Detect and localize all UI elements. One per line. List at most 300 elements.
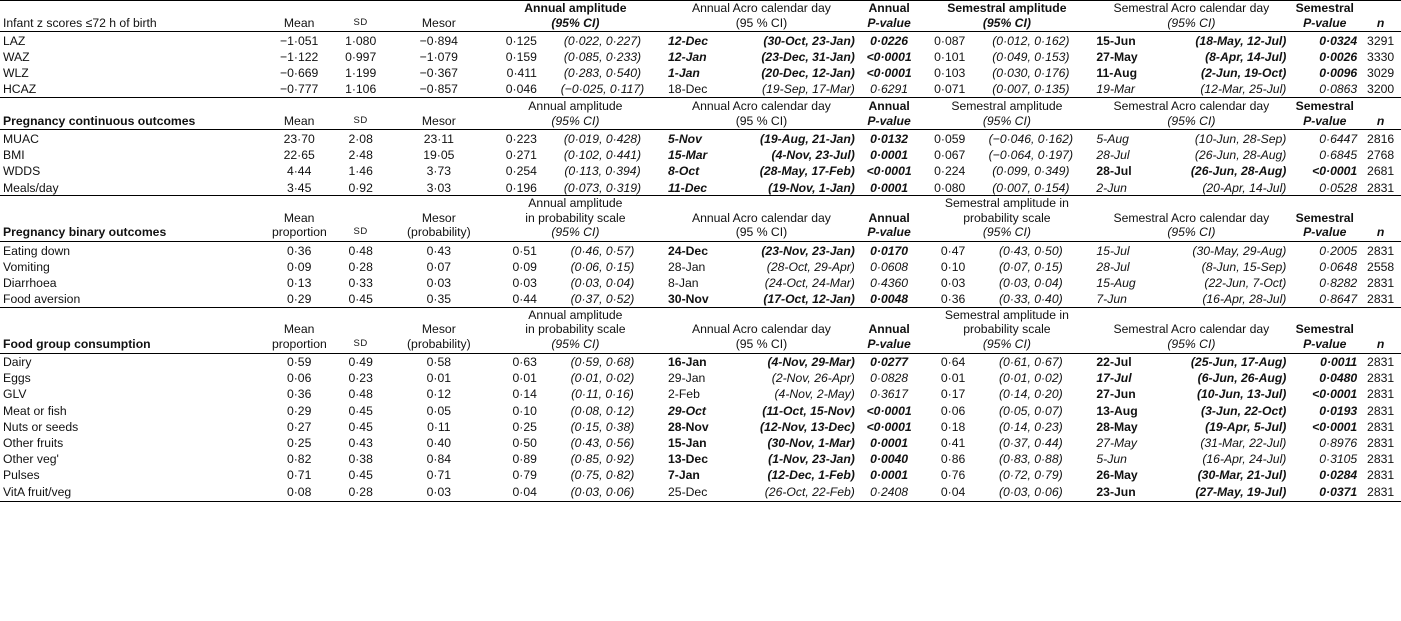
sd-cell: 0·33 (348, 275, 373, 290)
sd-cell: 0·45 (348, 419, 373, 434)
mesor-cell: −0·857 (419, 82, 458, 97)
annual-amplitude-ci-cell: (0·85, 0·92) (570, 452, 635, 467)
semestral-p-header-line: P-value (1303, 225, 1347, 240)
annual-p-cell: 0·0828 (870, 371, 909, 386)
mesor-probability-header-line: Mesor (421, 210, 456, 225)
n-header-line: n (1376, 15, 1385, 30)
semestral-acro-day-cell: 15-Jun (1096, 33, 1136, 48)
n-header (1360, 308, 1401, 353)
semestral-acro-day-cell: 11-Aug (1096, 66, 1138, 81)
semestral-amplitude-cell: 0·04 (940, 484, 966, 499)
mean-header (269, 98, 329, 130)
annual-p-cell: 0·0226 (870, 33, 909, 48)
annual-amplitude-ci-cell: (0·01, 0·02) (570, 371, 635, 386)
semestral-acro-day-cell: 5-Aug (1096, 132, 1129, 147)
annual-p-cell: 0·0001 (870, 148, 909, 163)
n-cell: 2831 (1367, 275, 1395, 290)
semestral-acro-ci-cell: (3-Jun, 22-Oct) (1201, 403, 1287, 418)
row-label: Diarrhoea (3, 275, 57, 290)
annual-acro-day-cell: 11-Dec (668, 180, 708, 195)
mean-header-line: Mean (283, 15, 315, 30)
semestral-acro-day-cell: 5-Jun (1096, 452, 1127, 467)
sd-cell: 0·92 (348, 180, 373, 195)
table-row (0, 32, 1401, 48)
semestral-acro-header-line: Semestral Acro calendar day (1113, 322, 1270, 337)
mesor-cell: 0·40 (426, 436, 452, 451)
rule (0, 499, 1401, 502)
section-header-row (0, 98, 1401, 130)
annual-amplitude-header-line: (95% CI) (551, 15, 600, 30)
annual-acro-header-line: (95 % CI) (735, 113, 788, 128)
mean-cell: 0·59 (286, 355, 312, 370)
annual-amplitude-cell: 0·271 (505, 148, 537, 163)
semestral-p-cell: 0·2005 (1319, 243, 1358, 258)
sd-cell: 1·080 (345, 33, 377, 48)
semestral-amplitude-ci-cell: (0·03, 0·06) (999, 484, 1063, 499)
annual-acro-day-cell: 18-Dec (668, 82, 708, 97)
mean-proportion-header (269, 196, 329, 241)
mean-cell: 0·09 (286, 259, 312, 274)
mesor-cell: 0·03 (426, 275, 452, 290)
semestral-amplitude-header-line: (95% CI) (982, 336, 1031, 351)
annual-p-header-line: P-value (867, 225, 911, 240)
annual-p-cell: 0·0277 (870, 355, 909, 370)
table-row (0, 370, 1401, 386)
annual-amplitude-cell: 0·159 (505, 49, 537, 64)
semestral-acro-ci-cell: (26-Jun, 28-Aug) (1194, 148, 1287, 163)
n-cell: 3330 (1367, 49, 1395, 64)
annual-amplitude-cell: 0·04 (512, 484, 537, 499)
annual-amplitude-header (486, 308, 665, 353)
n-cell: 2831 (1367, 371, 1395, 386)
n-cell: 2831 (1367, 484, 1395, 499)
semestral-amplitude-cell: 0·067 (934, 148, 966, 163)
semestral-acro-ci-cell: (8-Apr, 14-Jul) (1205, 49, 1287, 64)
annual-p-cell: 0·0170 (870, 243, 909, 258)
annual-acro-day-cell: 28-Jan (668, 259, 706, 274)
n-header (1360, 196, 1401, 241)
annual-amplitude-ci-cell: (0·43, 0·56) (570, 436, 635, 451)
annual-acro-header (665, 1, 858, 32)
annual-amplitude-header-line: Annual amplitude (528, 196, 623, 211)
table-row (0, 258, 1401, 274)
semestral-amplitude-ci-cell: (0·14, 0·23) (999, 419, 1063, 434)
semestral-p-header-line: Semestral (1295, 210, 1354, 225)
annual-amplitude-cell: 0·14 (512, 387, 537, 402)
semestral-amplitude-ci-cell: (0·43, 0·50) (999, 243, 1063, 258)
row-label: GLV (3, 387, 27, 402)
annual-amplitude-header (486, 1, 665, 32)
n-header (1360, 1, 1401, 32)
semestral-p-cell: 0·0480 (1319, 371, 1358, 386)
mesor-probability-header (392, 308, 486, 353)
mesor-cell: 3·73 (426, 164, 452, 179)
n-cell: 3200 (1367, 82, 1395, 97)
annual-amplitude-cell: 0·411 (506, 66, 537, 81)
annual-acro-ci-cell: (19-Aug, 21-Jan) (760, 132, 855, 147)
annual-amplitude-cell: 0·125 (505, 33, 537, 48)
annual-amplitude-cell: 0·254 (505, 164, 537, 179)
mean-cell: 0·08 (286, 484, 312, 499)
n-cell: 2831 (1367, 243, 1395, 258)
mean-cell: −1·051 (280, 33, 319, 48)
row-label: Food aversion (3, 292, 81, 307)
semestral-acro-day-cell: 15-Jul (1096, 243, 1130, 258)
semestral-amplitude-header-line: Semestral amplitude (947, 1, 1067, 15)
semestral-amplitude-ci-cell: (0·83, 0·88) (999, 452, 1063, 467)
mesor-cell: 0·43 (426, 243, 452, 258)
semestral-acro-ci-cell: (20-Apr, 14-Jul) (1202, 180, 1287, 195)
semestral-acro-header-line: (95% CI) (1167, 113, 1216, 128)
semestral-p-cell: 0·6447 (1319, 132, 1358, 147)
annual-acro-day-cell: 12-Jan (668, 49, 707, 64)
annual-p-header-line: Annual (868, 1, 910, 15)
annual-acro-day-cell: 29-Oct (668, 403, 706, 418)
row-label: Vomiting (3, 259, 50, 274)
annual-amplitude-cell: 0·89 (512, 452, 537, 467)
annual-p-header (858, 98, 921, 130)
annual-amplitude-cell: 0·03 (512, 275, 537, 290)
semestral-amplitude-ci-cell: (0·049, 0·153) (992, 49, 1070, 64)
mesor-header-line: Mesor (421, 15, 456, 30)
annual-p-cell: 0·2408 (870, 484, 909, 499)
annual-acro-ci-cell: (19-Nov, 1-Jan) (768, 180, 855, 195)
semestral-amplitude-cell: 0·47 (940, 243, 966, 258)
mean-cell: 3·45 (286, 180, 312, 195)
annual-amplitude-ci-cell: (0·59, 0·68) (570, 355, 635, 370)
semestral-amplitude-cell: 0·86 (940, 452, 966, 467)
table-row (0, 354, 1401, 370)
annual-p-header-line: P-value (867, 113, 911, 128)
semestral-p-header-line: Semestral (1295, 1, 1354, 15)
semestral-acro-header (1093, 98, 1289, 130)
mesor-cell: 23·11 (423, 132, 454, 147)
n-header (1360, 98, 1401, 130)
annual-acro-header-line: Annual Acro calendar day (691, 99, 831, 114)
annual-amplitude-cell: 0·223 (505, 132, 537, 147)
semestral-acro-ci-cell: (10-Jun, 28-Sep) (1194, 132, 1287, 147)
semestral-p-header-line: Semestral (1295, 322, 1354, 337)
annual-acro-header (665, 196, 858, 241)
mean-cell: 0·36 (286, 387, 312, 402)
annual-amplitude-cell: 0·63 (512, 355, 537, 370)
mean-proportion-header-line: proportion (271, 225, 327, 240)
annual-acro-ci-cell: (4-Nov, 23-Jul) (771, 148, 855, 163)
n-header-line: n (1376, 336, 1385, 351)
semestral-amplitude-header (920, 1, 1093, 32)
annual-amplitude-ci-cell: (0·11, 0·16) (571, 387, 634, 402)
semestral-amplitude-ci-cell: (0·07, 0·15) (999, 259, 1063, 274)
mesor-cell: −1·079 (419, 49, 458, 64)
annual-p-cell: <0·0001 (866, 164, 912, 179)
annual-acro-day-cell: 5-Nov (668, 132, 702, 147)
semestral-amplitude-ci-cell: (0·03, 0·04) (999, 275, 1063, 290)
semestral-p-cell: 0·0528 (1319, 180, 1358, 195)
annual-amplitude-cell: 0·10 (512, 403, 537, 418)
sd-cell: 0·38 (348, 452, 373, 467)
semestral-amplitude-ci-cell: (0·37, 0·44) (999, 436, 1063, 451)
annual-amplitude-header-line: (95% CI) (551, 113, 600, 128)
n-header-line: n (1376, 225, 1385, 240)
semestral-acro-ci-cell: (16-Apr, 28-Jul) (1202, 292, 1287, 307)
annual-amplitude-cell: 0·44 (512, 292, 537, 307)
n-cell: 2831 (1367, 419, 1395, 434)
annual-amplitude-cell: 0·196 (505, 180, 537, 195)
section-header-row (0, 196, 1401, 241)
annual-p-header-line: Annual (868, 210, 910, 225)
sd-cell: 0·45 (348, 468, 373, 483)
table-row (0, 274, 1401, 290)
annual-p-cell: 0·3617 (870, 387, 909, 402)
semestral-acro-day-cell: 28-May (1096, 419, 1138, 434)
annual-acro-ci-cell: (2-Nov, 26-Apr) (771, 371, 855, 386)
table-row (0, 65, 1401, 81)
semestral-acro-header-line: Semestral Acro calendar day (1113, 99, 1270, 114)
annual-amplitude-ci-cell: (0·75, 0·82) (570, 468, 635, 483)
semestral-acro-day-cell: 27-May (1096, 49, 1138, 64)
annual-acro-day-cell: 8-Oct (668, 164, 700, 179)
annual-acro-day-cell: 12-Dec (668, 33, 708, 48)
table-row (0, 402, 1401, 418)
semestral-p-header (1289, 308, 1360, 353)
annual-p-cell: <0·0001 (866, 49, 912, 64)
annual-amplitude-header (486, 196, 665, 241)
semestral-p-header (1289, 196, 1360, 241)
semestral-acro-day-cell: 28-Jul (1096, 164, 1132, 179)
row-label: Other fruits (3, 436, 64, 451)
mesor-cell: 0·71 (426, 468, 452, 483)
row-label: LAZ (3, 33, 26, 48)
annual-amplitude-cell: 0·046 (505, 82, 537, 97)
annual-amplitude-ci-cell: (0·073, 0·319) (563, 180, 642, 195)
semestral-acro-ci-cell: (26-Jun, 28-Aug) (1190, 164, 1287, 179)
n-cell: 2831 (1367, 180, 1395, 195)
annual-acro-ci-cell: (28-Oct, 29-Apr) (766, 259, 855, 274)
semestral-p-cell: 0·0011 (1320, 355, 1358, 370)
mesor-cell: 0·35 (426, 292, 452, 307)
annual-p-header-line: Annual (868, 322, 910, 337)
sd-header-line: SD (353, 114, 368, 126)
semestral-p-header-line: P-value (1303, 15, 1347, 30)
semestral-amplitude-header-line: probability scale (963, 210, 1051, 225)
table-row (0, 291, 1401, 308)
mean-cell: 0·29 (286, 292, 312, 307)
sd-header-line: SD (353, 226, 368, 238)
semestral-acro-ci-cell: (10-Jun, 13-Jul) (1196, 387, 1287, 402)
mean-cell: 23·70 (283, 132, 315, 147)
annual-acro-day-cell: 13-Dec (668, 452, 708, 467)
annual-amplitude-ci-cell: (−0·025, 0·117) (560, 82, 645, 97)
semestral-amplitude-cell: 0·087 (934, 33, 966, 48)
annual-acro-ci-cell: (4-Nov, 2-May) (774, 387, 855, 402)
annual-amplitude-cell: 0·01 (512, 371, 537, 386)
row-label: Dairy (3, 355, 32, 370)
semestral-amplitude-cell: 0·080 (934, 180, 966, 195)
sd-header (329, 196, 392, 241)
section-header-row (0, 1, 1401, 32)
table-row (0, 242, 1401, 258)
semestral-acro-ci-cell: (8-Jun, 15-Sep) (1201, 259, 1287, 274)
sd-cell: 2·48 (348, 148, 373, 163)
mean-cell: 0·29 (286, 403, 312, 418)
semestral-p-cell: 0·0324 (1319, 33, 1358, 48)
annual-amplitude-header-line: Annual amplitude (528, 99, 623, 114)
row-label: Meat or fish (3, 403, 67, 418)
mean-header-line: Mean (283, 113, 315, 128)
row-label: Pulses (3, 468, 40, 483)
semestral-amplitude-cell: 0·18 (940, 419, 966, 434)
annual-p-cell: <0·0001 (866, 403, 912, 418)
annual-amplitude-ci-cell: (0·15, 0·38) (570, 419, 635, 434)
semestral-acro-ci-cell: (16-Apr, 24-Jul) (1202, 452, 1287, 467)
annual-p-header-line: P-value (867, 336, 911, 351)
semestral-amplitude-ci-cell: (0·007, 0·135) (992, 82, 1070, 97)
annual-amplitude-ci-cell: (0·03, 0·06) (570, 484, 635, 499)
n-cell: 2831 (1367, 292, 1395, 307)
sd-header (329, 308, 392, 353)
annual-acro-day-cell: 15-Mar (668, 148, 708, 163)
row-label: BMI (3, 148, 25, 163)
mesor-cell: 0·01 (426, 371, 452, 386)
annual-p-cell: 0·0001 (870, 180, 909, 195)
annual-amplitude-ci-cell: (0·37, 0·52) (570, 292, 635, 307)
annual-acro-ci-cell: (30-Nov, 1-Mar) (767, 436, 855, 451)
semestral-acro-header-line: (95% CI) (1167, 225, 1216, 240)
semestral-p-cell: <0·0001 (1312, 419, 1358, 434)
table-row (0, 451, 1401, 467)
semestral-acro-day-cell: 26-May (1096, 468, 1138, 483)
semestral-acro-ci-cell: (12-Mar, 25-Jul) (1200, 82, 1287, 97)
annual-acro-ci-cell: (17-Oct, 12-Jan) (763, 292, 855, 307)
semestral-amplitude-cell: 0·36 (940, 292, 966, 307)
annual-amplitude-ci-cell: (0·085, 0·233) (563, 49, 642, 64)
row-label: WLZ (3, 66, 29, 81)
annual-acro-day-cell: 30-Nov (668, 292, 709, 307)
semestral-amplitude-cell: 0·224 (934, 164, 966, 179)
semestral-p-cell: 0·8976 (1319, 436, 1358, 451)
n-cell: 2831 (1367, 403, 1395, 418)
semestral-p-cell: <0·0001 (1312, 387, 1358, 402)
n-header-line: n (1376, 113, 1385, 128)
annual-acro-ci-cell: (12-Dec, 1-Feb) (767, 468, 855, 483)
semestral-amplitude-ci-cell: (0·33, 0·40) (999, 292, 1063, 307)
annual-p-header (858, 1, 921, 32)
annual-p-cell: 0·4360 (870, 275, 909, 290)
annual-p-cell: <0·0001 (866, 419, 912, 434)
mean-cell: 0·82 (286, 452, 312, 467)
semestral-amplitude-ci-cell: (0·72, 0·79) (999, 468, 1063, 483)
semestral-amplitude-header (920, 308, 1093, 353)
semestral-amplitude-ci-cell: (0·05, 0·07) (999, 403, 1063, 418)
annual-amplitude-ci-cell: (0·283, 0·540) (563, 66, 642, 81)
sd-cell: 0·48 (348, 243, 373, 258)
semestral-amplitude-cell: 0·03 (940, 275, 966, 290)
annual-amplitude-ci-cell: (0·06, 0·15) (570, 259, 635, 274)
semestral-amplitude-cell: 0·101 (934, 49, 966, 64)
semestral-acro-day-cell: 2-Jun (1096, 180, 1127, 195)
n-cell: 3291 (1367, 33, 1395, 48)
semestral-amplitude-cell: 0·071 (934, 82, 966, 97)
annual-acro-ci-cell: (23-Nov, 23-Jan) (761, 243, 855, 258)
semestral-amplitude-header-line: Semestral amplitude (951, 99, 1063, 114)
annual-acro-ci-cell: (30-Oct, 23-Jan) (763, 33, 855, 48)
mesor-header-line: Mesor (421, 113, 456, 128)
semestral-amplitude-header-line: (95% CI) (982, 113, 1031, 128)
annual-acro-day-cell: 28-Nov (668, 419, 709, 434)
annual-acro-header-line: Annual Acro calendar day (691, 210, 831, 225)
semestral-p-header (1289, 98, 1360, 130)
semestral-amplitude-ci-cell: (0·007, 0·154) (992, 180, 1070, 195)
mean-cell: 4·44 (286, 164, 312, 179)
semestral-acro-day-cell: 23-Jun (1096, 484, 1136, 499)
row-label: WAZ (3, 49, 30, 64)
annual-acro-header-line: (95 % CI) (735, 336, 788, 351)
annual-p-cell: 0·0608 (870, 259, 909, 274)
annual-acro-day-cell: 8-Jan (668, 275, 699, 290)
mesor-cell: −0·894 (419, 33, 458, 48)
annual-amplitude-header-line: (95% CI) (551, 225, 600, 240)
annual-p-header (858, 196, 921, 241)
annual-amplitude-cell: 0·09 (512, 259, 537, 274)
annual-acro-ci-cell: (20-Dec, 12-Jan) (761, 66, 855, 81)
semestral-amplitude-cell: 0·17 (940, 387, 966, 402)
semestral-acro-header (1093, 1, 1289, 32)
section-title: Food group consumption (3, 336, 151, 351)
mesor-cell: −0·367 (419, 66, 458, 81)
semestral-amplitude-ci-cell: (0·01, 0·02) (999, 371, 1063, 386)
sd-cell: 1·199 (345, 66, 377, 81)
table-row (0, 81, 1401, 98)
semestral-amplitude-ci-cell: (0·61, 0·67) (999, 355, 1063, 370)
annual-acro-header-line: (95 % CI) (735, 15, 788, 30)
semestral-amplitude-cell: 0·76 (940, 468, 966, 483)
n-cell: 2681 (1367, 164, 1395, 179)
semestral-acro-day-cell: 27-Jun (1096, 387, 1136, 402)
semestral-amplitude-ci-cell: (0·14, 0·20) (999, 387, 1063, 402)
semestral-amplitude-cell: 0·103 (934, 66, 966, 81)
mean-cell: −1·122 (280, 49, 319, 64)
semestral-amplitude-header-line: probability scale (963, 322, 1051, 337)
semestral-p-cell: 0·0648 (1319, 259, 1358, 274)
annual-acro-day-cell: 25-Dec (668, 484, 708, 499)
n-cell: 3029 (1367, 66, 1395, 81)
semestral-acro-ci-cell: (18-May, 12-Jul) (1195, 33, 1287, 48)
mesor-probability-header-line: (probability) (406, 225, 471, 240)
annual-acro-ci-cell: (4-Nov, 29-Mar) (767, 355, 855, 370)
annual-p-cell: 0·6291 (870, 82, 909, 97)
semestral-amplitude-ci-cell: (−0·064, 0·197) (988, 148, 1074, 163)
semestral-p-cell: 0·0284 (1319, 468, 1358, 483)
annual-acro-ci-cell: (11-Oct, 15-Nov) (762, 403, 855, 418)
mean-header (269, 1, 329, 32)
annual-acro-day-cell: 29-Jan (668, 371, 706, 386)
mean-cell: 0·27 (286, 419, 312, 434)
annual-amplitude-cell: 0·51 (512, 243, 537, 258)
mean-proportion-header-line: proportion (271, 336, 327, 351)
annual-acro-ci-cell: (23-Dec, 31-Jan) (761, 49, 855, 64)
semestral-amplitude-cell: 0·06 (940, 403, 966, 418)
annual-acro-header-line: Annual Acro calendar day (691, 1, 831, 15)
annual-acro-day-cell: 16-Jan (668, 355, 707, 370)
mesor-cell: 0·03 (426, 484, 452, 499)
mean-cell: 0·36 (286, 243, 312, 258)
mean-proportion-header (269, 308, 329, 353)
mesor-probability-header-line: Mesor (421, 322, 456, 337)
annual-amplitude-cell: 0·50 (512, 436, 537, 451)
semestral-p-header (1289, 1, 1360, 32)
semestral-p-header-line: Semestral (1295, 99, 1354, 114)
n-cell: 2831 (1367, 468, 1395, 483)
